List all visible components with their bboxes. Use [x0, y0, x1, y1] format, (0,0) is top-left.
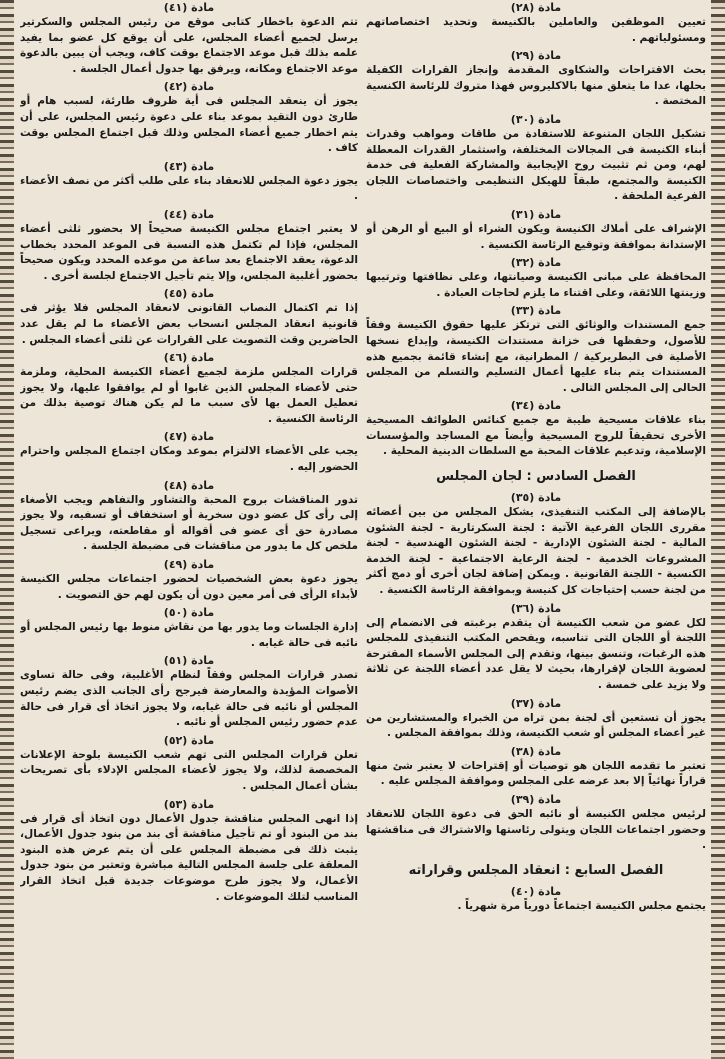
article-heading: مادة (٤٤) [163, 207, 215, 221]
article-text: بحث الاقتراحات والشكاوى المقدمة وإنجاز القرارات الكفيلة بحلها، عدا ما يتعلق منها بالاكليروس فهذا متروك للرئاسة الكنسية المختصة . [366, 64, 706, 108]
article-heading: مادة (٣٧) [510, 696, 562, 710]
article-text: تعتبر ما تقدمه اللجان هو توصيات أو إقتراحات لا يعتبر شئ منها قراراً نهائياً إلا بعد عرضه على المجلس وموافقة المجلس عليه . [366, 759, 706, 788]
article [366, 48, 706, 110]
article-text: تعيين الموظفين والعاملين بالكنيسة وتحديد اختصاصاتهم ومسئولياتهم . [366, 16, 706, 44]
article-text: إذا انهى المجلس مناقشة جدول الأعمال دون اتخاذ أى قرار فى بند من البنود أو تم تأجيل مناقشة أى بند من بنود جدول الأعمال، يثبت ذلك فى مضبطة المجلس على أن يتم عرض هذه البنود المعلقة على جلسة المجلس التالية مباشرة وتعتبر من بنود جدول الأعمال، ولا يجوز طرح موضوعات جديدة قبل اتخاذ القرار المناسب لتلك الموضوعات . [20, 812, 358, 903]
article-heading: مادة (٣٨) [510, 744, 562, 758]
article-text: يجب على الأعضاء الالتزام بموعد ومكان اجتماع المجلس واحترام الحضور إليه . [20, 445, 358, 474]
article-heading: مادة (٤٣) [163, 159, 215, 173]
article [20, 207, 358, 284]
article-heading: مادة (٤٩) [163, 558, 215, 572]
article-text: تصدر قرارات المجلس وفقاً لنظام الأغلبية، وفى حالة تساوى الأصوات المؤيدة والمعارضة فيرجح رأى الجانب الذى يضم رئيس المجلس أو نائبه فى حالة غيابه، ولا يجوز اتخاذ أى قرار فى حالة عدم حضور رئيس المجلس أو نائبه . [20, 669, 358, 729]
article-text: بناء علاقات مسيحية طيبة مع جميع كنائس الطوائف المسيحية الأخرى تحقيقاً للروح المسيحية وأيضاً مع المساجد والمؤسسات الإسلامية، وتدعيم علاقات المحبة مع السلطات الدينية المحلية . [366, 414, 706, 458]
right-column [366, 0, 706, 1059]
article-heading: مادة (٥٠) [163, 606, 215, 620]
article-heading: مادة (٤٥) [163, 287, 215, 301]
article-heading: مادة (٤٠) [510, 884, 562, 898]
article [366, 744, 706, 790]
left-decorative-border [0, 0, 14, 1059]
article-heading: مادة (٣٥) [510, 491, 562, 505]
article-heading: مادة (٢٨) [510, 1, 562, 14]
article-text: يجوز أن تستعين أى لجنة بمن تراه من الخبراء والمستشارين من غير أعضاء المجلس أو شعب الكنيسة، وذلك بموافقة المجلس . [366, 711, 706, 740]
article-text: تعلن قرارات المجلس التى تهم شعب الكنيسة بلوحة الإعلانات المخصصة لذلك، ولا يجوز لأعضاء المجلس الإدلاء بأى تصريحات بشأن أعمال المجلس . [20, 748, 358, 792]
article-text: الإشراف على أملاك الكنيسة ويكون الشراء أو البيع أو الرهن أو الإستدانة بموافقة وتوقيع الرئاسة الكنسية . [366, 222, 706, 251]
article [366, 792, 706, 854]
article [20, 286, 358, 348]
article [366, 0, 706, 46]
article-heading: مادة (٥٣) [163, 797, 215, 811]
article [20, 159, 358, 205]
article-text: جمع المستندات والوثائق التى ترتكز عليها حقوق الكنيسة وفقاً للأصول، وحفظها فى خزانة مستندات الكنيسة، وإيداع نسخها الأصلية فى البطريركية / المطرانية، مع إنشاء قائمة بجميع هذه المستندات يتم بناء عليها أعمال التسليم والتسلم من المجلس الحالى إلى المجلس التالى . [366, 319, 706, 394]
article [20, 797, 358, 906]
article-heading: مادة (٣٠) [510, 112, 562, 126]
article [366, 398, 706, 460]
article [366, 884, 706, 915]
article [366, 696, 706, 742]
chapter-heading: الفصل السابع : انعقاد المجلس وقراراته [408, 862, 664, 878]
article-heading: مادة (٤٢) [163, 80, 215, 94]
article [20, 653, 358, 730]
article-heading: مادة (٤٦) [163, 351, 215, 365]
article [366, 601, 706, 694]
left-column [20, 0, 358, 1059]
article [20, 478, 358, 555]
article-text: يجوز دعوة بعض الشخصيات لحضور اجتماعات مجلس الكنيسة لأبداء الرأى فى أمر معين دون أن يكون لهم حق التصويت . [20, 573, 358, 601]
article-text: إذا تم اكتمال النصاب القانونى لانعقاد المجلس فلا يؤثر فى قانونية انعقاد المجلس انسحاب بعض الأعضاء ما لم يقل عدد الحاضرين وقت التصويت على القرارات عن ثلثى أعضاء المجلس . [20, 302, 358, 346]
article-text: تدور المناقشات بروح المحبة والتشاور والتفاهم ويجب الأصغاء إلى رأى كل عضو دون سخرية أو استخفاف أو تسفيه، ولا يجوز مصادرة حق أى عضو فى أقواله أو مقاطعته، ويراعى تسجيل ملخص كل ما يدور من مناقشات فى مضبطة الجلسة . [20, 493, 358, 553]
article-heading: مادة (٣٢) [510, 256, 562, 270]
article [20, 733, 358, 795]
article [366, 207, 706, 253]
article [20, 557, 358, 603]
article-text: لكل عضو من شعب الكنيسة أن يتقدم برغبته فى الانضمام إلى اللجنة أو اللجان التى تناسبه، ويفحص المكتب التنفيذى للمجلس هذه الرغبات، وتنسق بينها، وتقدم إلى المجلس الأسماء المقترحة لعضوية اللجان لإقرارها، بحيث لا يقل عدد أعضاء اللجنة عن ثلاثة ولا يزيد على خمسة . [366, 616, 706, 691]
right-decorative-border [711, 0, 725, 1059]
article [20, 605, 358, 651]
article-text: المحافظة على مبانى الكنيسة وصيانتها، وعلى نظافتها وترتيبها وزينتها اللائقة، وعلى اقتناء ما يلزم لحاجات العبادة . [366, 271, 706, 299]
article-text: لا يعتبر اجتماع مجلس الكنيسة صحيحاً إلا بحضور ثلثى أعضاء المجلس، فإذا لم تكتمل هذه النسبة فى الموعد المحدد بخطاب الدعوة، يعقد الاجتماع بعد ساعة من موعده المحدد ويكون صحيحاً بحضور أغلبية المجلس، وإلا يتم تأجيل الاجتماع لجلسة أخرى . [20, 222, 358, 282]
article-heading: مادة (٣٤) [510, 399, 562, 413]
article-text: يجوز دعوة المجلس للانعقاد بناء على طلب أكثر من نصف الأعضاء . [20, 174, 358, 203]
article-text: إدارة الجلسات وما يدور بها من نقاش منوط بها رئيس المجلس أو نائبه فى حالة غيابه . [20, 621, 358, 649]
article-text: تتم الدعوة باخطار كتابى موقع من رئيس المجلس والسكرتير يرسل لجميع أعضاء المجلس، على أن يوقع كل عضو بما يفيد علمه بذلك قبل موعد الاجتماع بوقت كاف، ويجب أن يبين بالدعوة موعد الاجتماع ومكانه، ويرفق بها جدول أعمال الجلسة . [20, 16, 358, 75]
article-heading: مادة (٤٧) [163, 430, 215, 444]
article-text: قرارات المجلس ملزمة لجميع أعضاء الكنيسة المحلية، وملزمة حتى لأعضاء المجلس الذين غابوا أو لم يوافقوا عليها، ولا يجوز تعطيل العمل بها لأى سبب ما لم يكن هناك توصية بذلك من الرئاسة الكنسية . [20, 366, 358, 425]
article [366, 255, 706, 301]
article-heading: مادة (٤٨) [163, 478, 215, 492]
article-text: يجوز أن ينعقد المجلس فى أية ظروف طارئة، لسبب هام أو طارئ دون التقيد بموعد بناء على دعوة رئيس المجلس، على أن يتم اخطار جميع أعضاء المجلس وذلك قبل اجتماع المجلس بوقت كاف . [20, 95, 358, 155]
article-heading: مادة (٣١) [510, 207, 562, 221]
article-text: تشكيل اللجان المتنوعة للاستفادة من طاقات ومواهب وقدرات أبناء الكنيسة فى المجالات المختلفة، واستثمار القدرات المعطلة لهم، ومن ثم تثبيت روح الإيجابية والمشاركة الفعلية فى خدمة الكنيسة والمجتمع، طبقاً للهيكل التنظيمى واختصاصات اللجان الفرعية الملحقة . [366, 127, 706, 203]
article [20, 79, 358, 156]
article-text: يجتمع مجلس الكنيسة اجتماعاً دورياً مرة شهرياً . [457, 899, 706, 912]
article [366, 112, 706, 205]
article [20, 350, 358, 427]
article [20, 0, 358, 77]
article-heading: مادة (٥٢) [163, 733, 215, 747]
article [366, 490, 706, 599]
article [20, 429, 358, 475]
article-heading: مادة (٢٩) [510, 49, 562, 63]
article [366, 303, 706, 396]
article-heading: مادة (٣٦) [510, 601, 562, 615]
article-heading: مادة (٣٣) [510, 304, 562, 318]
article-heading: مادة (٥١) [163, 654, 215, 668]
article-heading: مادة (٣٩) [510, 792, 562, 806]
article-heading: مادة (٤١) [163, 1, 215, 14]
article-text: بالإضافة إلى المكتب التنفيذى، يشكل المجلس من بين أعضائه مقررى اللجان الفرعية الآتية : لجنة السكرتارية - لجنة الشئون المالية - لجنة الشئون الإدارية - لجنة الشئون الهندسية - لجنة المشروعات الخدمية - لجنة الرعاية الاجتماعية - لجنة الخدمة الكنسية - اللجنة القانونية . ويمكن إضافة لجان أخرى أو دمج أكثر من لجنة حسب إحتياجات كل كنيسة وبموافقة الرئاسة الكنسية . [366, 506, 706, 597]
chapter-heading: الفصل السادس : لجان المجلس [436, 469, 636, 485]
article-text: لرئيس مجلس الكنيسة أو نائبه الحق فى دعوة اللجان للانعقاد وحضور اجتماعات اللجان ويتولى رئاستها والاشتراك فى مناقشتها . [366, 807, 706, 852]
